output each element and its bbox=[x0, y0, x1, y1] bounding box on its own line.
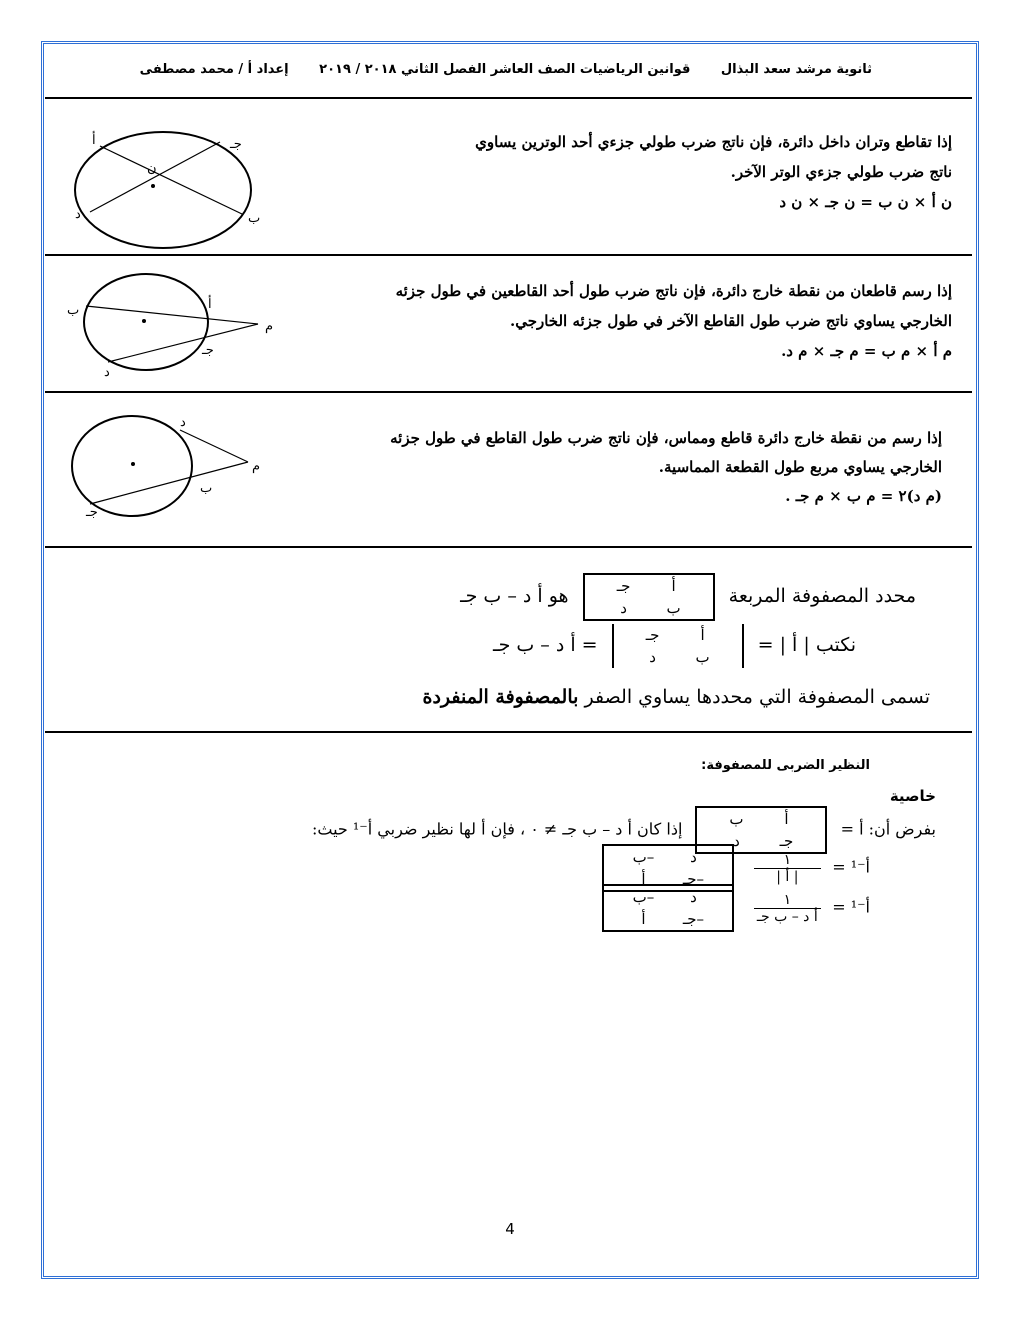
theorem-3-formula: (م د)٢ = م ب × م جـ . bbox=[785, 487, 942, 505]
matrix-cell: ب bbox=[666, 599, 681, 617]
inverse-label: أ⁻¹ = bbox=[832, 897, 870, 917]
label-b: ب bbox=[200, 481, 213, 496]
label-d: د bbox=[104, 365, 110, 380]
doc-title: قوانين الرياضيات الصف العاشر الفصل الثاني ٢٠١٨ / ٢٠١٩ bbox=[319, 62, 691, 77]
statement-prefix: بفرض أن: أ = bbox=[840, 819, 936, 839]
label-m: م bbox=[265, 319, 274, 334]
label-a: أ bbox=[92, 133, 96, 148]
divider bbox=[45, 731, 972, 733]
determinant-notation bbox=[493, 624, 856, 668]
label-b: ب bbox=[67, 303, 80, 318]
matrix-cell: أ bbox=[641, 910, 646, 928]
page-header bbox=[60, 62, 872, 77]
matrix-cell: أ bbox=[671, 577, 676, 595]
label-j: جـ bbox=[86, 505, 98, 520]
school-name: ثانوية مرشد سعد البذال bbox=[720, 62, 872, 77]
divider bbox=[45, 97, 972, 99]
center-point bbox=[142, 319, 146, 323]
label-m: م bbox=[252, 459, 261, 474]
property-label: خاصية bbox=[889, 787, 936, 805]
secant-mj bbox=[90, 462, 248, 504]
label-d: د bbox=[180, 415, 186, 430]
theorem-3-line-2: الخارجي يساوي مربع طول القطعة المماسية. bbox=[658, 458, 942, 476]
theorem-1-line-2: ناتج ضرب طولي جزءي الوتر الآخر. bbox=[730, 163, 952, 181]
singular-text: تسمى المصفوفة التي محددها يساوي الصفر bbox=[584, 686, 930, 708]
adjoint-matrix bbox=[602, 884, 734, 932]
determinant-bars bbox=[612, 624, 744, 668]
label-d: د bbox=[75, 207, 81, 222]
notation-prefix: نكتب | أ | = bbox=[757, 634, 856, 656]
matrix-cell: د bbox=[690, 888, 697, 906]
theorem-2-formula: م أ × م ب = م جـ × م د. bbox=[781, 342, 952, 360]
divider bbox=[45, 391, 972, 393]
matrix-cell: جـ bbox=[779, 832, 794, 850]
square-matrix bbox=[583, 573, 715, 621]
theorem-1-formula: ن أ × ن ب = ن جـ × ن د bbox=[779, 193, 952, 211]
matrix-cell: د bbox=[649, 648, 656, 666]
notation-suffix: = أ د – ب جـ bbox=[493, 634, 598, 656]
secant-md bbox=[108, 324, 258, 362]
secant-mb bbox=[86, 306, 258, 324]
divider bbox=[45, 546, 972, 548]
theorem-1 bbox=[352, 127, 952, 217]
label-j: جـ bbox=[202, 343, 214, 358]
author: إعداد أ / محمد مصطفى bbox=[139, 62, 289, 77]
denominator: أ د – ب جـ bbox=[756, 908, 818, 925]
theorem-1-line-1: إذا تقاطع وتران داخل دائرة، فإن ناتج ضرب طولي جزءي أحد الوترين يساوي bbox=[475, 133, 952, 151]
matrix-cell: جـ bbox=[645, 626, 660, 644]
label-b: ب bbox=[248, 211, 261, 226]
determinant-definition bbox=[460, 573, 916, 621]
numerator: ١ bbox=[754, 852, 822, 869]
page-number: 4 bbox=[505, 1220, 515, 1238]
label-n: ن bbox=[147, 161, 157, 176]
figure-two-secants bbox=[62, 270, 282, 380]
theorem-3 bbox=[302, 424, 942, 511]
theorem-2-line-2: الخارجي يساوي ناتج ضرب طول القاطع الآخر في طول جزئه الخارجي. bbox=[509, 312, 952, 330]
determinant-prefix: محدد المصفوفة المربعة bbox=[728, 585, 916, 607]
inverse-label: أ⁻¹ = bbox=[832, 857, 870, 877]
matrix-cell: ب bbox=[729, 810, 744, 828]
matrix-cell: د bbox=[620, 599, 627, 617]
theorem-3-line-1: إذا رسم من نقطة خارج دائرة قاطع ومماس، فإن ناتج ضرب طول القاطع في طول جزئه bbox=[390, 429, 942, 447]
chord-ab bbox=[100, 146, 242, 214]
circle bbox=[72, 416, 192, 516]
theorem-2-line-1: إذا رسم قاطعان من نقطة خارج دائرة، فإن ناتج ضرب طول أحد القاطعين في طول جزئه bbox=[395, 282, 952, 300]
singular-term: بالمصفوفة المنفردة bbox=[422, 686, 579, 708]
fraction bbox=[754, 852, 822, 885]
matrix-cell: –ب bbox=[632, 848, 655, 866]
matrix-cell: د bbox=[733, 832, 740, 850]
singular-matrix-note bbox=[422, 686, 930, 708]
circle bbox=[75, 132, 251, 248]
fraction bbox=[754, 892, 822, 925]
inverse-heading: النظير الضربى للمصفوفة: bbox=[701, 758, 870, 773]
matrix-cell: –ب bbox=[632, 888, 655, 906]
figure-intersecting-chords bbox=[70, 128, 270, 258]
circle bbox=[84, 274, 208, 370]
figure-tangent-secant bbox=[66, 412, 276, 522]
inverse-formula-2 bbox=[594, 884, 870, 932]
matrix-cell: د bbox=[690, 848, 697, 866]
matrix-cell: جـ bbox=[616, 577, 631, 595]
matrix-cell: –جـ bbox=[682, 910, 705, 928]
chord-jd bbox=[90, 142, 220, 212]
divider bbox=[45, 254, 972, 256]
numerator: ١ bbox=[754, 892, 822, 909]
matrix-cell: أ bbox=[700, 626, 705, 644]
denominator: | أ | bbox=[776, 868, 799, 885]
label-a: أ bbox=[208, 297, 212, 312]
matrix-cell: ب bbox=[695, 648, 710, 666]
matrix-cell: –جـ bbox=[682, 870, 705, 888]
theorem-2 bbox=[292, 276, 952, 366]
label-j: جـ bbox=[230, 137, 242, 152]
center-point bbox=[151, 184, 155, 188]
statement-suffix: إذا كان أ د – ب جـ ≠ ٠ ، فإن أ لها نظير ضربي أ⁻¹ حيث: bbox=[311, 819, 683, 839]
matrix-cell: أ bbox=[784, 810, 789, 828]
determinant-suffix: هو أ د – ب جـ bbox=[460, 585, 569, 607]
center-point bbox=[131, 462, 135, 466]
matrix-cell: أ bbox=[641, 870, 646, 888]
